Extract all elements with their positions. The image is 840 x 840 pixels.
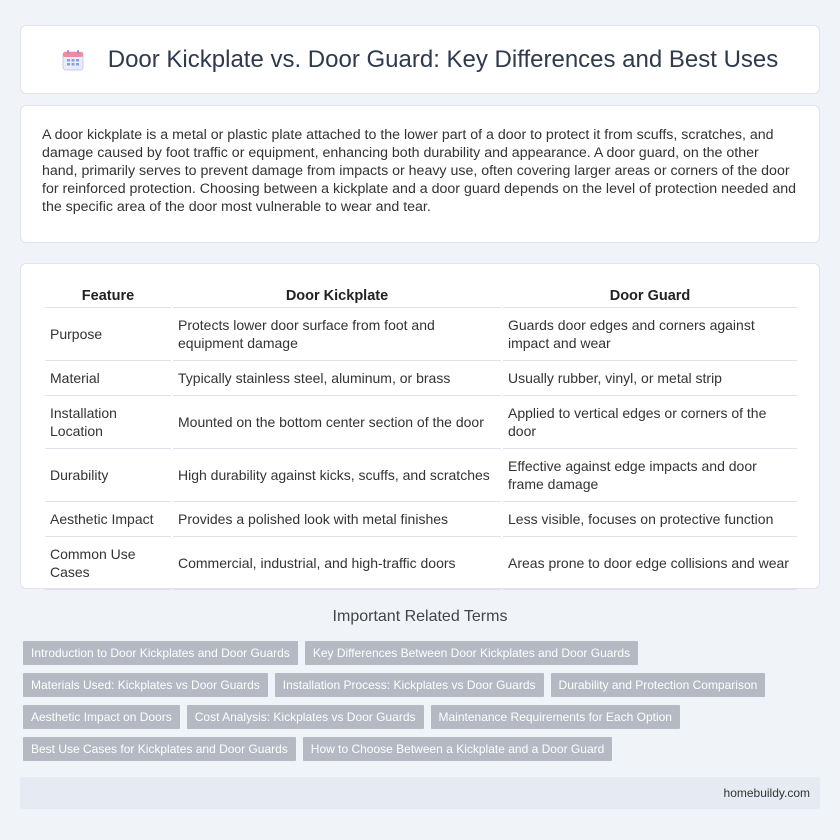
feature-cell: Durability <box>45 449 171 502</box>
table-row <box>45 308 797 361</box>
header-feature: Feature <box>45 284 171 308</box>
kickplate-cell: Commercial, industrial, and high-traffic doors <box>173 537 501 590</box>
header-door-kickplate: Door Kickplate <box>173 284 501 308</box>
related-term-link[interactable]: Cost Analysis: Kickplates vs Door Guards <box>187 705 424 729</box>
related-term-link[interactable]: Aesthetic Impact on Doors <box>23 705 180 729</box>
related-terms-list <box>23 641 813 769</box>
related-term-link[interactable]: Introduction to Door Kickplates and Door Guards <box>23 641 298 665</box>
intro-text: A door kickplate is a metal or plastic plate attached to the lower part of a door to protect it from scuffs, scratches, and damage caused by foot traffic or equipment, enhancing both durability and appearance. A door guard, on the other hand, primarily serves to prevent damage from impacts or heavy use, often covering larger areas or corners of the door for reinforced protection. Choosing between a kickplate and a door guard depends on the level of protection needed and the specific area of the door most vulnerable to wear and tear. <box>42 127 797 215</box>
related-term-link[interactable]: Durability and Protection Comparison <box>551 673 766 697</box>
kickplate-cell: Provides a polished look with metal finishes <box>173 502 501 537</box>
table-header-row <box>45 284 797 308</box>
footer <box>20 777 820 809</box>
related-term-link[interactable]: Key Differences Between Door Kickplates and Door Guards <box>305 641 638 665</box>
tag-row <box>23 705 813 729</box>
table-row <box>45 396 797 449</box>
guard-cell: Applied to vertical edges or corners of the door <box>503 396 797 449</box>
feature-cell: Common Use Cases <box>45 537 171 590</box>
feature-cell: Material <box>45 361 171 396</box>
feature-cell: Purpose <box>45 308 171 361</box>
related-terms-heading: Important Related Terms <box>332 608 508 625</box>
comparison-table-card <box>20 263 820 589</box>
calendar-icon <box>62 49 84 71</box>
related-term-link[interactable]: How to Choose Between a Kickplate and a Door Guard <box>303 737 613 761</box>
guard-cell: Effective against edge impacts and door frame damage <box>503 449 797 502</box>
related-term-link[interactable]: Installation Process: Kickplates vs Door Guards <box>275 673 544 697</box>
comparison-table <box>43 284 799 590</box>
guard-cell: Areas prone to door edge collisions and wear <box>503 537 797 590</box>
guard-cell: Guards door edges and corners against impact and wear <box>503 308 797 361</box>
related-term-link[interactable]: Best Use Cases for Kickplates and Door Guards <box>23 737 296 761</box>
table-row <box>45 449 797 502</box>
guard-cell: Less visible, focuses on protective function <box>503 502 797 537</box>
related-term-link[interactable]: Materials Used: Kickplates vs Door Guards <box>23 673 268 697</box>
kickplate-cell: Protects lower door surface from foot and equipment damage <box>173 308 501 361</box>
feature-cell: Aesthetic Impact <box>45 502 171 537</box>
table-row <box>45 537 797 590</box>
tag-row <box>23 641 813 665</box>
kickplate-cell: Mounted on the bottom center section of the door <box>173 396 501 449</box>
header-door-guard: Door Guard <box>503 284 797 308</box>
tag-row <box>23 737 813 761</box>
intro-card <box>20 105 820 243</box>
footer-site-name: homebuildy.com <box>723 786 810 800</box>
table-row <box>45 361 797 396</box>
tag-row <box>23 673 813 697</box>
guard-cell: Usually rubber, vinyl, or metal strip <box>503 361 797 396</box>
feature-cell: Installation Location <box>45 396 171 449</box>
kickplate-cell: High durability against kicks, scuffs, and scratches <box>173 449 501 502</box>
title-card <box>20 25 820 94</box>
kickplate-cell: Typically stainless steel, aluminum, or brass <box>173 361 501 396</box>
table-row <box>45 502 797 537</box>
related-term-link[interactable]: Maintenance Requirements for Each Option <box>431 705 680 729</box>
page-title: Door Kickplate vs. Door Guard: Key Differences and Best Uses <box>107 45 779 73</box>
